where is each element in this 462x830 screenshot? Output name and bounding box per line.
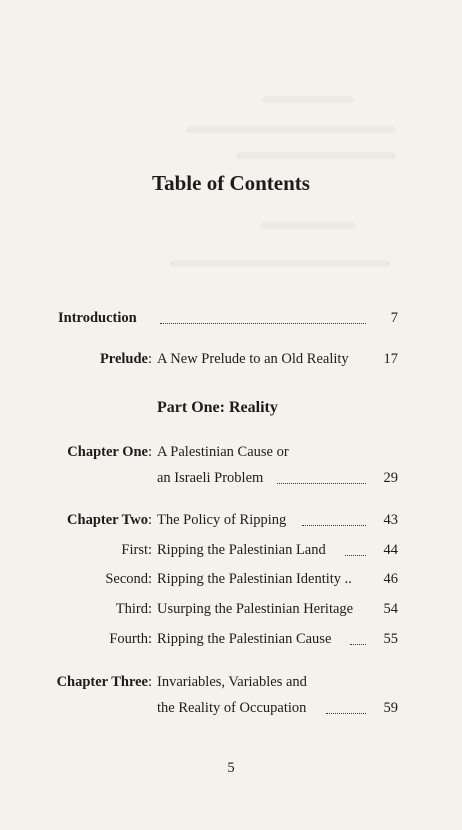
entry-title: Usurping the Palestinian Heritage — [157, 601, 354, 617]
page-title: Table of Contents — [152, 171, 310, 195]
entry-label: Second — [105, 571, 148, 587]
toc-entry-section-first[interactable] — [0, 540, 462, 560]
entry-title: The Policy of Ripping — [157, 512, 287, 528]
entry-label: Chapter One — [67, 444, 148, 460]
toc-entry-section-fourth[interactable] — [0, 629, 462, 649]
separator: : — [148, 351, 153, 367]
toc-entry-chapter-three[interactable] — [0, 672, 462, 692]
page-number: 59 — [383, 700, 398, 716]
separator: : — [148, 542, 153, 558]
toc-entry-chapter-two[interactable] — [0, 510, 462, 530]
entry-label: Third — [115, 601, 148, 617]
page-number: 7 — [390, 310, 398, 326]
separator: : — [148, 571, 153, 587]
toc-entry-introduction[interactable] — [0, 308, 462, 328]
leader-dots — [350, 643, 366, 645]
entry-label: Chapter Two — [67, 512, 148, 528]
page-folio: 5 — [227, 760, 235, 776]
entry-label: First — [121, 542, 148, 558]
toc-entry-chapter-one[interactable] — [0, 442, 462, 462]
part-heading: Part One: Reality — [157, 399, 278, 416]
leader-dots — [277, 482, 366, 484]
leader-dots — [160, 322, 366, 324]
toc-entry-chapter-one-cont[interactable] — [0, 468, 462, 488]
entry-title: Ripping the Palestinian Identity .. — [157, 571, 352, 587]
separator: : — [148, 444, 153, 460]
leader-dots — [345, 554, 366, 556]
separator: : — [148, 512, 153, 528]
entry-title: Ripping the Palestinian Land — [157, 542, 326, 558]
leader-dots — [302, 524, 366, 526]
entry-label: Fourth — [109, 631, 148, 647]
separator: : — [148, 631, 153, 647]
page-number: 54 — [383, 601, 398, 617]
entry-title: Invariables, Variables and — [157, 674, 307, 690]
entry-title: Ripping the Palestinian Cause — [157, 631, 332, 647]
page-number: 43 — [383, 512, 398, 528]
toc-entry-prelude[interactable] — [0, 349, 462, 369]
toc-entry-chapter-three-cont[interactable] — [0, 698, 462, 718]
toc-entry-section-third[interactable] — [0, 599, 462, 619]
entry-label: Introduction — [58, 310, 137, 326]
toc-entry-section-second[interactable] — [0, 569, 462, 589]
entry-label: Prelude — [99, 351, 148, 367]
page-number: 44 — [383, 542, 398, 558]
entry-label: Chapter Three — [56, 674, 148, 690]
page-number: 46 — [383, 571, 398, 587]
separator: : — [148, 674, 153, 690]
separator: : — [148, 601, 153, 617]
page-number: 17 — [383, 351, 398, 367]
page-number: 29 — [383, 470, 398, 486]
leader-dots — [326, 712, 366, 714]
entry-title: A New Prelude to an Old Reality — [157, 351, 349, 367]
entry-title: A Palestinian Cause or — [157, 444, 289, 460]
page-number: 55 — [383, 631, 398, 647]
entry-title: an Israeli Problem — [157, 470, 264, 486]
entry-title: the Reality of Occupation — [157, 700, 307, 716]
